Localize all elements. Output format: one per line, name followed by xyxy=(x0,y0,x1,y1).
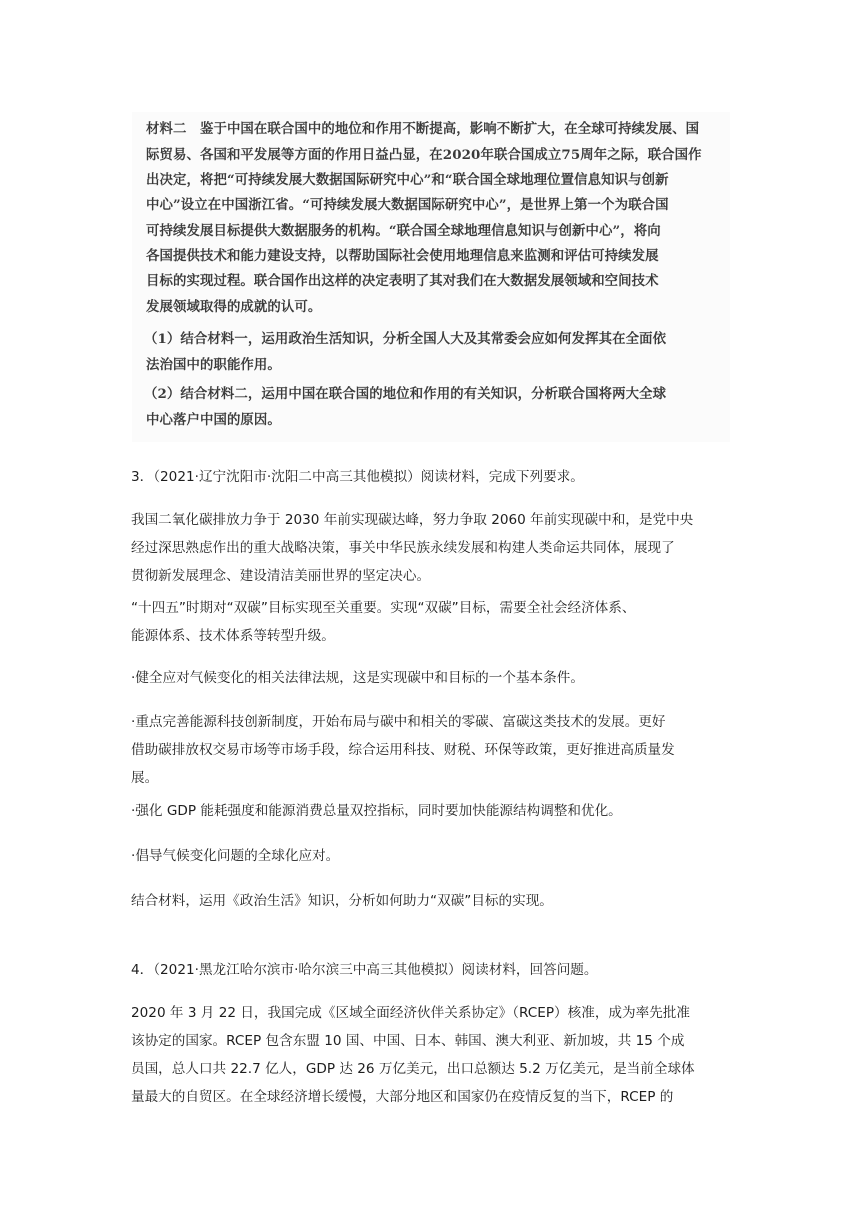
scan-line: 可持续发展目标提供大数据服务的机构。“联合国全球地理信息知识与创新中心”，将向 xyxy=(146,223,661,239)
scan-line: 目标的实现过程。联合国作出这样的决定表明了其对我们在大数据发展领域和空间技术 xyxy=(146,273,659,289)
sub-question-1: （1）结合材料一，运用政治生活知识，分析全国人大及其常委会应如何发挥其在全面依 xyxy=(144,331,667,347)
scan-line: 中心”设立在中国浙江省。“可持续发展大数据国际研究中心”，是世界上第一个为联合国 xyxy=(146,197,669,213)
question-3-paragraph-1 xyxy=(131,506,731,590)
question-4-paragraph-1 xyxy=(131,999,731,1111)
scan-line: 材料二 鉴于中国在联合国中的地位和作用不断提高，影响不断扩大，在全球可持续发展、国 xyxy=(146,121,700,137)
question-prompt: 结合材料，运用《政治生活》知识，分析如何助力“双碳”目标的实现。 xyxy=(131,893,553,909)
text-line: 能源体系、技术体系等转型升级。 xyxy=(131,628,335,644)
sub-question-2: （2）结合材料二，运用中国在联合国的地位和作用的有关知识，分析联合国将两大全球 xyxy=(144,386,667,402)
question-3-bullet-2 xyxy=(131,708,731,792)
bullet-item: ·重点完善能源科技创新制度，开始布局与碳中和相关的零碳、富碳这类技术的发展。更好 xyxy=(131,714,666,730)
scan-line: 际贸易、各国和平发展等方面的作用日益凸显，在2020年联合国成立75周年之际，联合国作 xyxy=(146,147,702,163)
text-line: 借助碳排放权交易市场等市场手段，综合运用科技、财税、环保等政策，更好推进高质量发 xyxy=(131,742,675,758)
text-line: 展。 xyxy=(131,770,159,786)
question-header: 3．（2021·辽宁沈阳市·沈阳二中高三其他模拟）阅读材料，完成下列要求。 xyxy=(131,469,584,485)
sub-question-2-cont: 中心落户中国的原因。 xyxy=(146,412,281,428)
question-3-header xyxy=(131,463,731,491)
scan-line: 各国提供技术和能力建设支持，以帮助国际社会使用地理信息来监测和评估可持续发展 xyxy=(146,248,659,264)
bullet-item: ·健全应对气候变化的相关法律法规，这是实现碳中和目标的一个基本条件。 xyxy=(131,670,584,686)
text-line: 该协定的国家。RCEP 包含东盟 10 国、中国、日本、韩国、澳大利亚、新加坡，共 15 个成 xyxy=(131,1033,685,1049)
bullet-item: ·倡导气候变化问题的全球化应对。 xyxy=(131,848,340,864)
question-3-prompt xyxy=(131,887,731,915)
question-3-bullet-3 xyxy=(131,797,731,825)
text-line: 员国，总人口共 22.7 亿人，GDP 达 26 万亿美元，出口总额达 5.2 万亿美元，是当前全球体 xyxy=(131,1061,695,1077)
bullet-item: ·强化 GDP 能耗强度和能源消费总量双控指标，同时要加快能源结构调整和优化。 xyxy=(131,803,622,819)
sub-question-1-cont: 法治国中的职能作用。 xyxy=(146,357,281,373)
scan-line: 出决定，将把“可持续发展大数据国际研究中心”和“联合国全球地理位置信息知识与创新 xyxy=(146,172,669,188)
question-4-header xyxy=(131,956,731,984)
material-two-scan xyxy=(132,112,730,442)
text-line: 2020 年 3 月 22 日，我国完成《区域全面经济伙伴关系协定》（RCEP）核准，成为率先批准 xyxy=(131,1005,690,1021)
text-line: 贯彻新发展理念、建设清洁美丽世界的坚定决心。 xyxy=(131,568,431,584)
question-3-bullet-4 xyxy=(131,842,731,870)
text-line: “十四五”时期对“双碳”目标实现至关重要。实现“双碳”目标，需要全社会经济体系、 xyxy=(131,600,636,616)
question-3-bullet-1 xyxy=(131,664,731,692)
question-3-paragraph-2 xyxy=(131,594,731,650)
scan-line: 发展领域取得的成就的认可。 xyxy=(146,299,322,315)
text-line: 经过深思熟虑作出的重大战略决策，事关中华民族永续发展和构建人类命运共同体，展现了 xyxy=(131,540,675,556)
text-line: 量最大的自贸区。在全球经济增长缓慢，大部分地区和国家仍在疫情反复的当下，RCEP 的 xyxy=(131,1089,674,1105)
text-line: 我国二氧化碳排放力争于 2030 年前实现碳达峰，努力争取 2060 年前实现碳中和，是党中央 xyxy=(131,512,694,528)
question-header: 4．（2021·黑龙江哈尔滨市·哈尔滨三中高三其他模拟）阅读材料，回答问题。 xyxy=(131,962,598,978)
